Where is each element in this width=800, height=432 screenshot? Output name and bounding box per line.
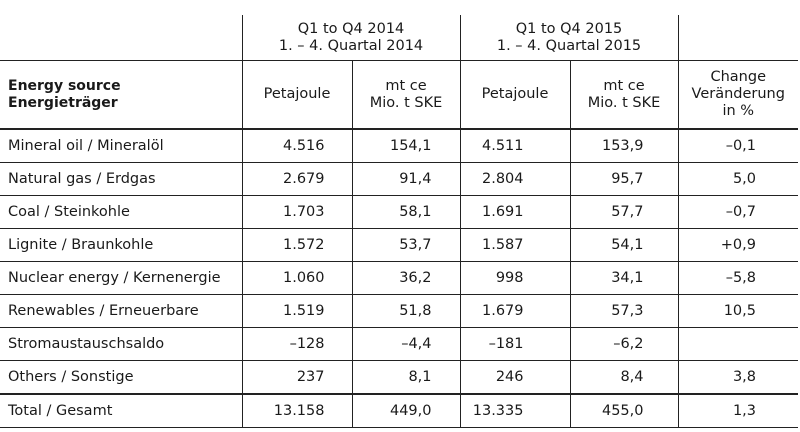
cell-pj-2014: 4.516	[242, 129, 352, 163]
cell-change: –5,8	[678, 262, 798, 295]
cell-mt-2014: 449,0	[352, 394, 460, 428]
table-row	[0, 196, 798, 229]
row-label: Stromaustauschsaldo	[0, 328, 242, 361]
row-label: Natural gas / Erdgas	[0, 163, 242, 196]
year-group-2015	[460, 15, 678, 61]
cell-pj-2015: 4.511	[460, 129, 570, 163]
column-header-change	[678, 61, 798, 130]
energy-source-label-en: Energy source	[8, 77, 121, 94]
mt-2014-unit-en: mt ce	[385, 77, 427, 94]
cell-pj-2015: 1.587	[460, 229, 570, 262]
cell-pj-2014: 237	[242, 361, 352, 395]
cell-mt-2014: 91,4	[352, 163, 460, 196]
cell-pj-2015: 13.335	[460, 394, 570, 428]
row-label: Nuclear energy / Kernenergie	[0, 262, 242, 295]
change-label-de: Veränderung	[691, 86, 785, 102]
cell-mt-2014: –4,4	[352, 328, 460, 361]
table-row	[0, 295, 798, 328]
cell-pj-2015: –181	[460, 328, 570, 361]
cell-mt-2014: 58,1	[352, 196, 460, 229]
row-label: Lignite / Braunkohle	[0, 229, 242, 262]
column-header-pj-2015: Petajoule	[460, 61, 570, 130]
cell-change: 1,3	[678, 394, 798, 428]
header-empty-change-cell	[678, 15, 798, 61]
cell-mt-2015: 54,1	[570, 229, 678, 262]
cell-pj-2014: 1.703	[242, 196, 352, 229]
row-label: Total / Gesamt	[0, 394, 242, 428]
cell-mt-2014: 51,8	[352, 295, 460, 328]
energy-source-label-de: Energieträger	[8, 94, 118, 111]
cell-change	[678, 328, 798, 361]
change-label-en: Change	[710, 69, 766, 85]
column-header-pj-2014: Petajoule	[242, 61, 352, 130]
header-row-units	[0, 61, 798, 130]
cell-change: 10,5	[678, 295, 798, 328]
cell-mt-2014: 53,7	[352, 229, 460, 262]
cell-mt-2015: 455,0	[570, 394, 678, 428]
table-row	[0, 129, 798, 163]
mt-2015-unit-en: mt ce	[603, 77, 645, 94]
cell-pj-2014: 1.572	[242, 229, 352, 262]
column-header-energy-source	[0, 61, 242, 130]
cell-pj-2015: 998	[460, 262, 570, 295]
table-row	[0, 361, 798, 395]
row-label: Coal / Steinkohle	[0, 196, 242, 229]
table-row	[0, 229, 798, 262]
year-group-2015-de: 1. – 4. Quartal 2015	[496, 37, 642, 54]
header-empty-cell	[0, 15, 242, 61]
year-group-2014	[242, 15, 460, 61]
year-group-2015-en: Q1 to Q4 2015	[515, 20, 623, 37]
cell-mt-2014: 154,1	[352, 129, 460, 163]
cell-mt-2014: 36,2	[352, 262, 460, 295]
cell-change: 3,8	[678, 361, 798, 395]
row-label: Mineral oil / Mineralöl	[0, 129, 242, 163]
cell-mt-2015: 57,3	[570, 295, 678, 328]
cell-mt-2015: 153,9	[570, 129, 678, 163]
column-header-mt-2015	[570, 61, 678, 130]
cell-pj-2014: 1.519	[242, 295, 352, 328]
energy-consumption-table	[0, 15, 798, 428]
year-group-2014-de: 1. – 4. Quartal 2014	[278, 37, 424, 54]
cell-change: –0,1	[678, 129, 798, 163]
cell-mt-2015: 57,7	[570, 196, 678, 229]
cell-pj-2014: 13.158	[242, 394, 352, 428]
mt-2015-unit-de: Mio. t SKE	[587, 94, 661, 111]
year-group-2014-en: Q1 to Q4 2014	[297, 20, 405, 37]
row-label: Renewables / Erneuerbare	[0, 295, 242, 328]
cell-mt-2014: 8,1	[352, 361, 460, 395]
cell-pj-2014: 1.060	[242, 262, 352, 295]
table-row	[0, 328, 798, 361]
cell-mt-2015: –6,2	[570, 328, 678, 361]
cell-mt-2015: 34,1	[570, 262, 678, 295]
cell-pj-2015: 246	[460, 361, 570, 395]
cell-mt-2015: 8,4	[570, 361, 678, 395]
table-row	[0, 262, 798, 295]
mt-2014-unit-de: Mio. t SKE	[369, 94, 443, 111]
row-label: Others / Sonstige	[8, 368, 134, 385]
cell-mt-2015: 95,7	[570, 163, 678, 196]
cell-pj-2015: 1.679	[460, 295, 570, 328]
cell-pj-2014: –128	[242, 328, 352, 361]
cell-change: –0,7	[678, 196, 798, 229]
table-row	[0, 163, 798, 196]
cell-pj-2015: 1.691	[460, 196, 570, 229]
change-label-unit: in %	[722, 103, 755, 119]
cell-pj-2015: 2.804	[460, 163, 570, 196]
cell-pj-2014: 2.679	[242, 163, 352, 196]
header-row-years	[0, 15, 798, 61]
cell-change: +0,9	[678, 229, 798, 262]
column-header-mt-2014	[352, 61, 460, 130]
cell-change: 5,0	[678, 163, 798, 196]
total-row	[0, 394, 798, 428]
